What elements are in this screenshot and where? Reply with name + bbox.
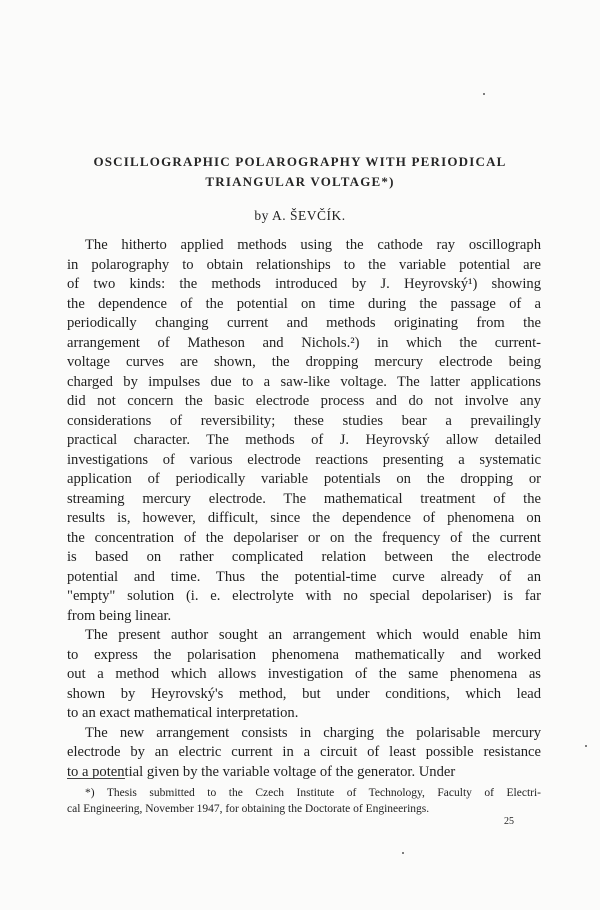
title-line: TRIANGULAR VOLTAGE*) xyxy=(205,174,395,189)
text-line: streaming mercury electrode. The mathematical treatment of the xyxy=(67,490,541,507)
author-line: by A. ŠEVČÍK. xyxy=(254,208,346,223)
text-line: "empty" solution (i. e. electrolyte with no special depolariser) is far xyxy=(67,588,541,604)
scan-speck xyxy=(402,852,404,854)
text-line: of two kinds: the methods introduced by J. Heyrovský¹) showing xyxy=(67,276,541,292)
paragraph xyxy=(67,626,541,724)
text-line: shown by Heyrovský's method, but under conditions, which lead xyxy=(67,685,541,702)
text-line: charged by impulses due to a saw-like voltage. The latter applications xyxy=(67,373,541,390)
text-line: arrangement of Matheson and Nichols.²) in which the current- xyxy=(67,334,541,351)
text-line: The present author sought an arrangement which would enable him xyxy=(85,627,541,643)
footnote-divider xyxy=(67,778,125,779)
text-line: the concentration of the depolariser or on the frequency of the current xyxy=(67,529,541,546)
footnote xyxy=(67,785,541,817)
text-line: potential and time. Thus the potential-time curve already of an xyxy=(67,568,541,585)
footnote-line: *) Thesis submitted to the Czech Institute of Technology, Faculty of Electri- xyxy=(85,787,541,799)
paragraph xyxy=(67,724,541,783)
text-line: results is, however, difficult, since the dependence of phenomena on xyxy=(67,510,541,526)
text-line: to express the polarisation phenomena mathematically and worked xyxy=(67,646,541,663)
article-body xyxy=(67,236,541,782)
text-line: considerations of reversibility; these studies bear a prevailingly xyxy=(67,412,541,429)
text-line: application of periodically variable potentials on the dropping or xyxy=(67,471,541,487)
text-line: periodically changing current and methods originating from the xyxy=(67,315,541,331)
text-line: voltage curves are shown, the dropping mercury electrode being xyxy=(67,354,541,370)
text-line: did not concern the basic electrode process and do not involve any xyxy=(67,393,541,409)
text-line: is based on rather complicated relation between the electrode xyxy=(67,549,541,565)
scan-speck xyxy=(585,745,587,747)
text-line: electrode by an electric current in a circuit of least possible resistance xyxy=(67,744,541,760)
text-line: from being linear. xyxy=(67,607,172,624)
text-line: to an exact mathematical interpretation. xyxy=(67,705,299,721)
scan-speck xyxy=(483,93,485,95)
article-title xyxy=(60,152,540,192)
text-line: to a potential given by the variable voltage of the generator. Under xyxy=(67,763,456,780)
paragraph xyxy=(67,236,541,626)
text-line: The hitherto applied methods using the cathode ray oscillograph xyxy=(85,237,541,253)
title-line: OSCILLOGRAPHIC POLAROGRAPHY WITH PERIODICAL xyxy=(93,154,507,169)
footnote-line: cal Engineering, November 1947, for obtaining the Doctorate of Engineerings. xyxy=(67,803,430,815)
text-line: investigations of various electrode reactions presenting a systematic xyxy=(67,451,541,468)
text-line: in polarography to obtain relationships to the variable potential are xyxy=(67,256,541,273)
page-number: 25 xyxy=(504,816,514,827)
text-line: the dependence of the potential on time during the passage of a xyxy=(67,295,541,312)
text-line: practical character. The methods of J. Heyrovský allow detailed xyxy=(67,432,541,448)
text-line: out a method which allows investigation of the same phenomena as xyxy=(67,666,541,682)
text-line: The new arrangement consists in charging the polarisable mercury xyxy=(85,724,541,741)
